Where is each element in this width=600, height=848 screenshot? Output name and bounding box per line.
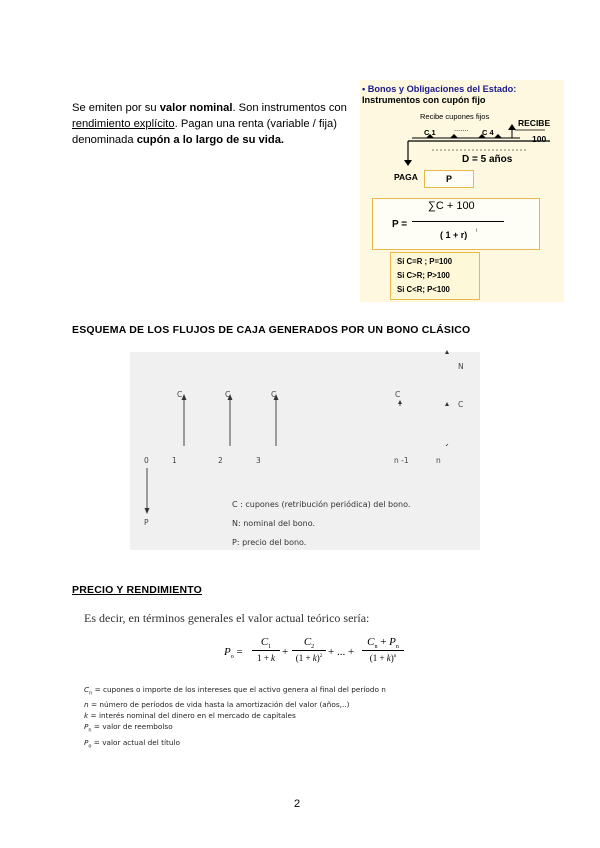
price-label: P [144,518,149,527]
coupon-label-n: C [458,400,464,409]
legend-coupons: C : cupones (retribución periódica) del bono. [232,500,411,509]
formula-fraction-bar [412,221,504,222]
definition-pn [84,721,386,736]
def-subscript: o [88,743,92,750]
formula-exponent: t [476,228,478,234]
def-symbol: n [84,700,89,710]
def-symbol: P [84,722,89,732]
condition-greater: Si C>R; P>100 [397,271,450,280]
definition-n [84,699,386,710]
slide-recibe-cupones: Recibe cupones fijos [420,112,490,121]
slide-title: • Bonos y Obligaciones del Estado: [362,84,517,94]
tick-3: 3 [256,456,261,465]
def-text: = cupones o importe de los intereses que el activo genera al final del período n [92,685,386,694]
intro-underline: rendimiento explícito [72,118,175,130]
precio-intro: Es decir, en términos generales el valor actual teórico sería: [84,611,370,625]
intro-paragraph [72,100,360,148]
condition-less: Si C<R; P<100 [397,285,450,294]
intro-bold-cupon: cupón a lo largo de su vida. [136,134,285,146]
coupon-label-n-1: C [395,390,401,399]
nominal-label: N [458,362,464,371]
intro-text-2: . Son instrumentos con [232,102,347,114]
slide-c1: C 1 [424,128,436,137]
tick-0: 0 [144,456,149,465]
tick-n-1: n -1 [394,456,409,465]
slide-duration: D = 5 años [462,154,513,165]
intro-text-1: Se emiten por su [72,102,160,114]
def-subscript: n [89,690,93,697]
coupon-label-3: C [271,390,277,399]
intro-text-3: . Pagan una renta (variable / fija) denominada [72,118,337,146]
price-formula: $P_o$ = $C_1$ 1 + k + $C_2$ $(1 + k)^2$ + ... + $C_n + P_n$ $(1 + k)^n$ [224,636,404,672]
definition-cn [84,684,386,699]
def-text: = número de períodos de vida hasta la amortización del valor (años,..) [88,700,350,710]
def-symbol: C [84,685,90,694]
def-text: = valor actual del título [91,737,180,747]
def-subscript: n [88,727,92,734]
def-symbol: k [84,711,89,721]
def-symbol: P [84,737,89,747]
slide-dots: ....... [454,124,469,133]
definitions-list [84,684,386,752]
esquema-heading: ESQUEMA DE LOS FLUJOS DE CAJA GENERADOS POR UN BONO CLÁSICO [72,324,471,336]
slide-recibe: RECIBE [518,118,551,128]
slide-subtitle: Instrumentos con cupón fijo [362,95,486,105]
definition-po [84,737,386,752]
def-text: = valor de reembolso [91,722,173,732]
slide-hundred: 100 [532,134,547,144]
formula-numerator: ∑C + 100 [428,200,475,212]
condition-equal: Si C=R ; P=100 [397,257,453,266]
slide-conditions-box [390,252,480,300]
definition-k [84,710,386,721]
formula-p: P = [392,219,408,230]
tick-2: 2 [218,456,223,465]
page-number: 2 [294,798,301,810]
coupon-label-2: C [225,390,231,399]
tick-n: n [436,456,441,465]
coupon-label-1: C [177,390,183,399]
intro-bold-nominal: valor nominal [159,102,233,114]
legend-price: P: precio del bono. [232,538,307,547]
tick-1: 1 [172,456,177,465]
slide-p-box: P [424,170,474,188]
formula-denominator: ( 1 + r) [440,230,468,240]
slide-paga: PAGA [394,172,418,182]
legend-nominal: N: nominal del bono. [232,519,316,528]
precio-heading: PRECIO Y RENDIMIENTO [72,584,203,596]
slide-c4: C 4 [482,128,494,137]
def-text: = interés nominal del dinero en el mercado de capitales [88,711,296,721]
